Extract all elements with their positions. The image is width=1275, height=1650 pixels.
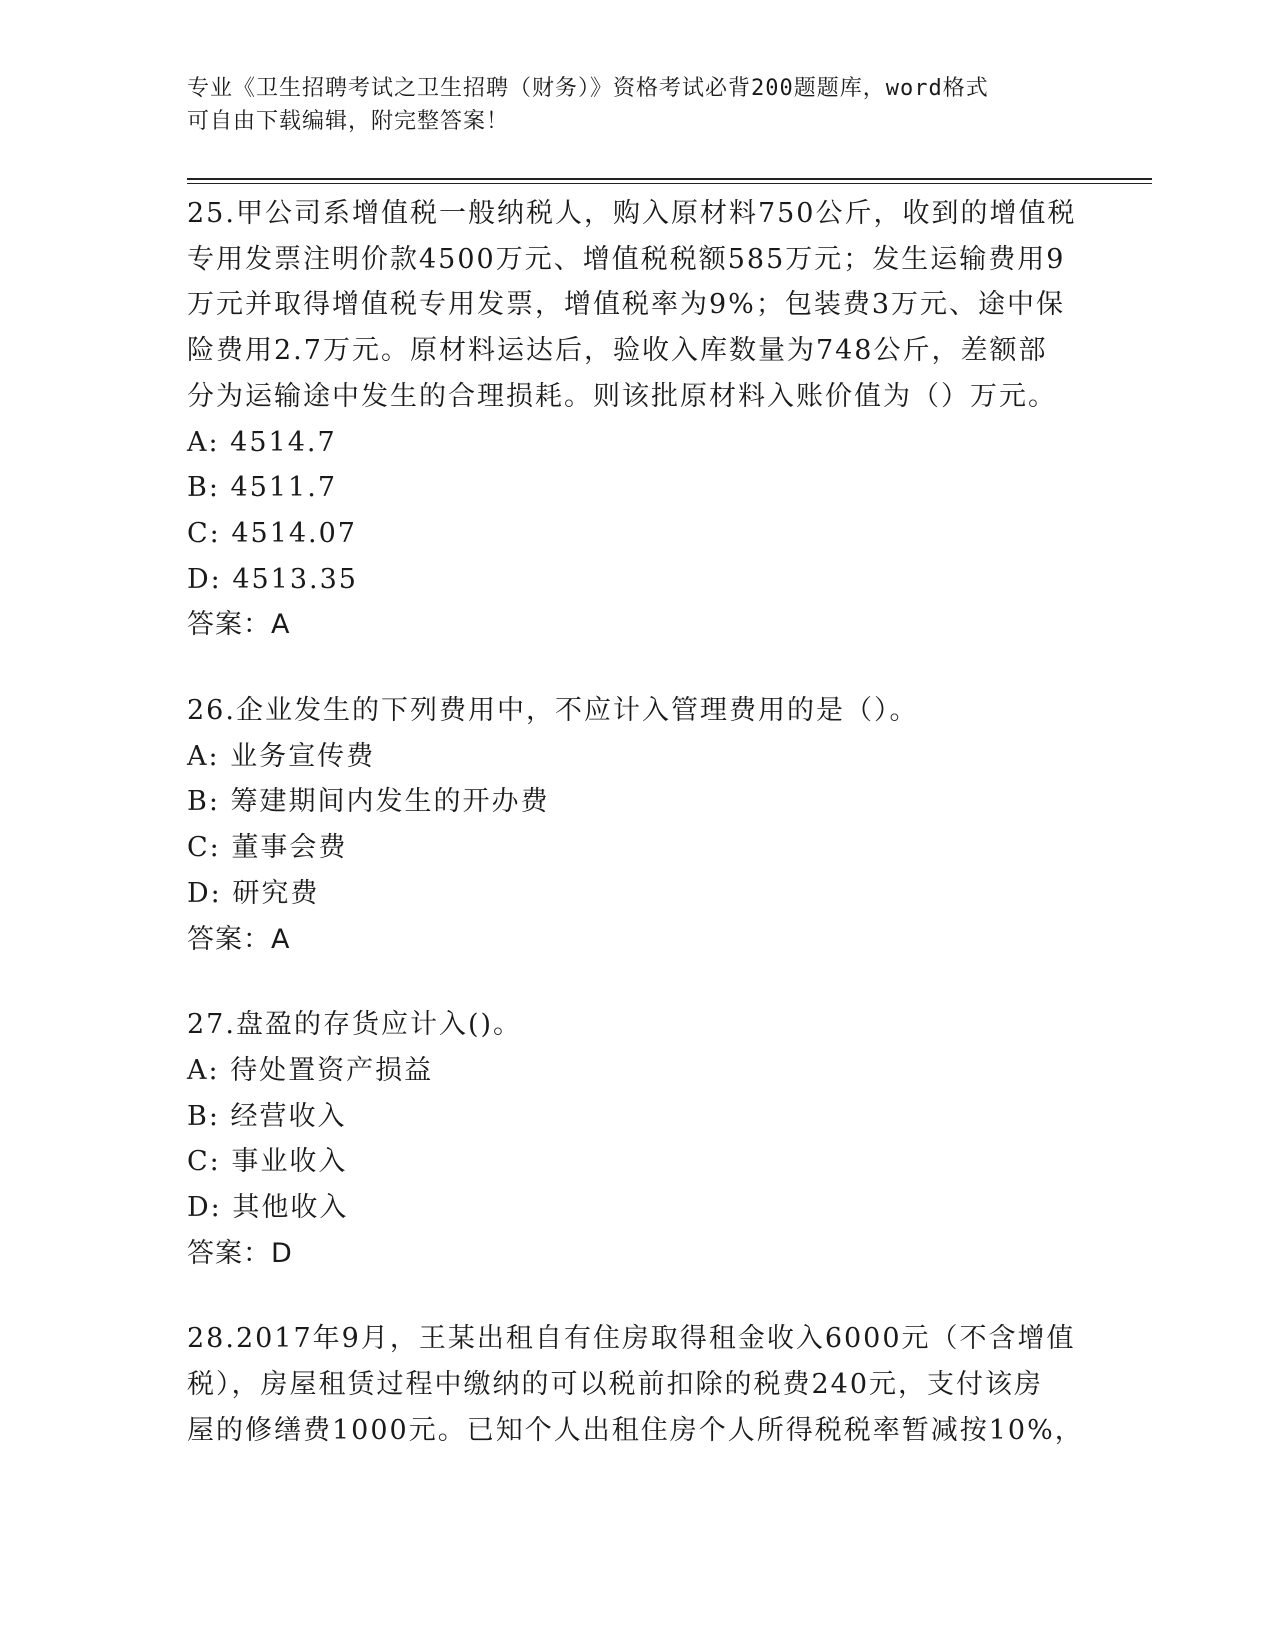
option-c: C: 董事会费	[187, 832, 348, 864]
option-d: D: 其他收入	[187, 1192, 349, 1224]
header-line-2: 可自由下载编辑，附完整答案！	[187, 109, 510, 134]
question-line: 分为运输途中发生的合理损耗。则该批原材料入账价值为（）万元。	[187, 380, 1057, 412]
question-line: 26.企业发生的下列费用中，不应计入管理费用的是（）。	[187, 695, 919, 727]
option-d: D: 4513.35	[187, 563, 358, 595]
question-stem	[187, 1002, 1087, 1048]
option-a: A: 待处置资产损益	[187, 1054, 434, 1086]
header-divider-thin	[187, 183, 1152, 184]
question-line: 屋的修缮费1000元。已知个人出租住房个人所得税税率暂减按10%，	[187, 1414, 1084, 1446]
header-line-1: 专业《卫生招聘考试之卫生招聘（财务）》资格考试必背200题题库，word格式	[187, 76, 989, 101]
document-header	[187, 72, 1087, 138]
question-line: 险费用2.7万元。原材料运达后，验收入库数量为748公斤，差额部	[187, 335, 1048, 367]
question-26	[187, 688, 1087, 962]
option-b: B: 经营收入	[187, 1100, 347, 1132]
option-b: B: 筹建期间内发生的开办费	[187, 786, 550, 818]
option-c: C: 事业收入	[187, 1146, 348, 1178]
header-divider-thick	[187, 178, 1152, 180]
question-line: 税），房屋租赁过程中缴纳的可以税前扣除的税费240元，支付该房	[187, 1369, 1044, 1401]
question-line: 28.2017年9月，王某出租自有住房取得租金收入6000元（不含增值	[187, 1323, 1076, 1355]
question-stem	[187, 688, 1087, 734]
question-stem	[187, 1316, 1087, 1453]
answer: 答案：A	[187, 923, 291, 955]
question-line: 万元并取得增值税专用发票，增值税率为9%；包装费3万元、途中保	[187, 289, 1066, 321]
question-line: 27.盘盈的存货应计入()。	[187, 1009, 523, 1041]
question-28	[187, 1316, 1087, 1453]
option-c: C: 4514.07	[187, 517, 357, 549]
question-25	[187, 191, 1087, 648]
answer: 答案：A	[187, 609, 291, 641]
question-stem	[187, 191, 1087, 420]
question-line: 25.甲公司系增值税一般纳税人，购入原材料750公斤，收到的增值税	[187, 198, 1077, 229]
question-27	[187, 1002, 1087, 1276]
answer: 答案：D	[187, 1237, 293, 1269]
option-a: A: 业务宣传费	[187, 740, 376, 772]
question-list	[187, 191, 1087, 1494]
option-d: D: 研究费	[187, 877, 320, 909]
option-b: B: 4511.7	[187, 472, 337, 504]
option-a: A: 4514.7	[187, 426, 337, 458]
question-line: 专用发票注明价款4500万元、增值税税额585万元；发生运输费用9	[187, 243, 1066, 275]
